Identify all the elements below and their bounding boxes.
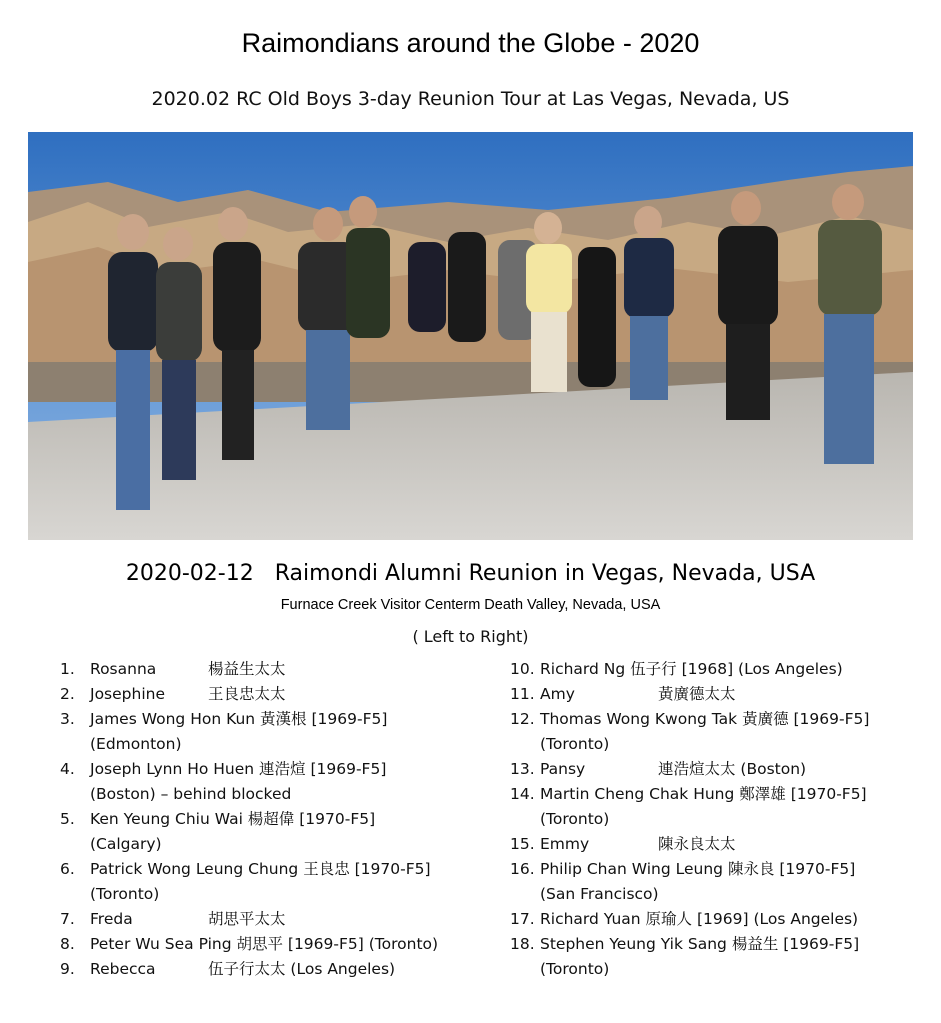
list-item bbox=[510, 832, 930, 857]
item-number: 12. bbox=[510, 710, 535, 728]
list-item bbox=[60, 957, 490, 982]
person-line-1: Philip Chan Wing Leung 陳永良 [1970-F5] bbox=[540, 860, 856, 878]
person-line-1: Richard Ng 伍子行 [1968] (Los Angeles) bbox=[540, 660, 843, 678]
person-detail: 連浩煊太太 (Boston) bbox=[658, 760, 807, 778]
person-line-2: (Calgary) bbox=[90, 835, 162, 853]
person-line-2: (Boston) – behind blocked bbox=[90, 785, 292, 803]
item-number: 17. bbox=[510, 910, 535, 928]
person-line-2: (Toronto) bbox=[540, 960, 610, 978]
list-item bbox=[60, 857, 490, 907]
item-number: 16. bbox=[510, 860, 535, 878]
group-photo-illustration bbox=[28, 132, 913, 540]
person-line-2: (Toronto) bbox=[540, 810, 610, 828]
list-item bbox=[60, 807, 490, 857]
person-detail: 王良忠太太 bbox=[208, 685, 286, 703]
person-name: Freda bbox=[90, 910, 133, 928]
item-number: 6. bbox=[60, 860, 75, 878]
list-item bbox=[60, 932, 490, 957]
page-subtitle: 2020.02 RC Old Boys 3-day Reunion Tour at Las Vegas, Nevada, US bbox=[151, 88, 790, 110]
item-number: 11. bbox=[510, 685, 535, 703]
person-detail: 伍子行太太 (Los Angeles) bbox=[208, 960, 396, 978]
person-name: Pansy bbox=[540, 760, 586, 778]
person-line-1: Martin Cheng Chak Hung 鄭澤雄 [1970-F5] bbox=[540, 785, 867, 803]
person-line-1: Peter Wu Sea Ping 胡思平 [1969-F5] (Toronto) bbox=[90, 935, 439, 953]
item-number: 14. bbox=[510, 785, 535, 803]
person-line-2: (Edmonton) bbox=[90, 735, 182, 753]
person-line-1: James Wong Hon Kun 黃漢根 [1969-F5] bbox=[90, 710, 388, 728]
item-number: 3. bbox=[60, 710, 75, 728]
item-number: 9. bbox=[60, 960, 75, 978]
people-list-right bbox=[510, 657, 930, 982]
list-item bbox=[510, 857, 930, 907]
person-line-2: (Toronto) bbox=[90, 885, 160, 903]
photo-caption bbox=[0, 561, 941, 586]
photo-location: Furnace Creek Visitor Centerm Death Valley, Nevada, USA bbox=[280, 597, 661, 613]
list-item bbox=[510, 707, 930, 757]
item-number: 13. bbox=[510, 760, 535, 778]
caption-text: Raimondi Alumni Reunion in Vegas, Nevada, USA bbox=[274, 561, 816, 586]
item-number: 10. bbox=[510, 660, 535, 678]
person-line-1: Patrick Wong Leung Chung 王良忠 [1970-F5] bbox=[90, 860, 431, 878]
list-item bbox=[60, 757, 490, 807]
list-item bbox=[510, 907, 930, 932]
person-name: Amy bbox=[540, 685, 575, 703]
person-line-1: Ken Yeung Chiu Wai 楊超偉 [1970-F5] bbox=[90, 810, 376, 828]
person-detail: 楊益生太太 bbox=[208, 660, 286, 678]
item-number: 15. bbox=[510, 835, 535, 853]
person-detail: 黃廣德太太 bbox=[658, 685, 736, 703]
caption-date: 2020-02-12 bbox=[125, 561, 254, 586]
group-photo bbox=[28, 132, 913, 540]
item-number: 4. bbox=[60, 760, 75, 778]
list-item bbox=[510, 757, 930, 782]
list-item bbox=[510, 932, 930, 982]
person-detail: 陳永良太太 bbox=[658, 835, 736, 853]
item-number: 2. bbox=[60, 685, 75, 703]
person-line-1: Richard Yuan 原瑜人 [1969] (Los Angeles) bbox=[540, 910, 859, 928]
item-number: 5. bbox=[60, 810, 75, 828]
item-number: 7. bbox=[60, 910, 75, 928]
person-line-1: Thomas Wong Kwong Tak 黃廣德 [1969-F5] bbox=[540, 710, 870, 728]
list-item bbox=[60, 707, 490, 757]
list-item bbox=[510, 657, 930, 682]
list-item bbox=[510, 782, 930, 832]
people-list-left bbox=[60, 657, 490, 982]
list-item bbox=[60, 907, 490, 932]
list-item bbox=[510, 682, 930, 707]
person-line-1: Stephen Yeung Yik Sang 楊益生 [1969-F5] bbox=[540, 935, 860, 953]
person-name: Rebecca bbox=[90, 960, 156, 978]
person-name: Rosanna bbox=[90, 660, 157, 678]
person-name: Emmy bbox=[540, 835, 590, 853]
person-name: Josephine bbox=[90, 685, 165, 703]
list-item bbox=[60, 657, 490, 682]
item-number: 18. bbox=[510, 935, 535, 953]
page-title: Raimondians around the Globe - 2020 bbox=[241, 28, 700, 58]
item-number: 1. bbox=[60, 660, 75, 678]
person-detail: 胡思平太太 bbox=[208, 910, 286, 928]
person-line-2: (San Francisco) bbox=[540, 885, 659, 903]
person-line-1: Joseph Lynn Ho Huen 連浩煊 [1969-F5] bbox=[90, 760, 387, 778]
item-number: 8. bbox=[60, 935, 75, 953]
list-item bbox=[60, 682, 490, 707]
order-note: ( Left to Right) bbox=[412, 627, 529, 646]
person-line-2: (Toronto) bbox=[540, 735, 610, 753]
